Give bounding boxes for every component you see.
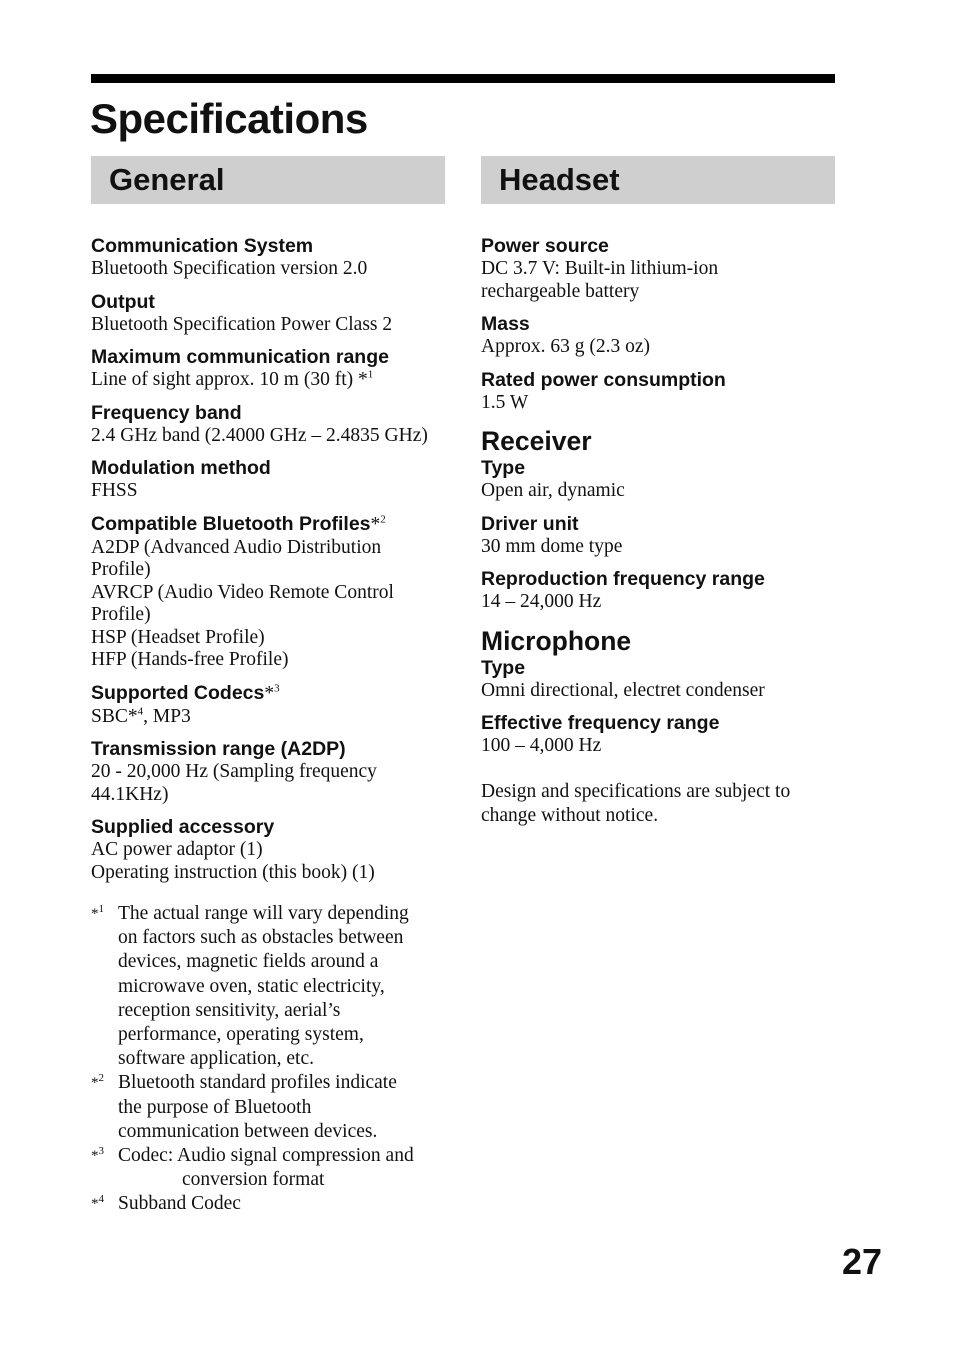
spec-value xyxy=(481,258,835,303)
spec-mass xyxy=(481,312,835,359)
spec-label: Supplied accessory xyxy=(91,816,275,838)
spec-value xyxy=(91,761,445,806)
spec-value-line: rechargeable battery xyxy=(481,280,640,302)
footnote-number: 3 xyxy=(98,1145,104,1158)
spec-value-line: 2.4 GHz band (2.4000 GHz – 2.4835 GHz) xyxy=(91,424,428,446)
spec-value-line: Profile) xyxy=(91,604,151,625)
microphone-heading: Microphone xyxy=(481,625,632,656)
title-rule xyxy=(91,74,835,83)
footnote-mark: * xyxy=(370,513,381,535)
footnote-line: reception sensitivity, aerial’s xyxy=(118,999,341,1021)
spec-value-text: , MP3 xyxy=(143,705,191,727)
spec-label: Reproduction frequency range xyxy=(481,568,765,590)
headset-column xyxy=(481,156,835,829)
footnote-asterisk: * xyxy=(91,906,99,922)
spec-value-line: Approx. 63 g (2.3 oz) xyxy=(481,336,650,357)
spec-label xyxy=(91,681,445,706)
footnote-asterisk: * xyxy=(91,1196,99,1213)
headset-heading: Headset xyxy=(481,156,835,204)
footnote-line: software application, etc. xyxy=(118,1048,314,1070)
footnote xyxy=(91,1071,445,1144)
spec-label: Driver unit xyxy=(481,512,579,535)
footnote-mark xyxy=(91,1144,118,1192)
spec-value xyxy=(91,369,445,392)
footnote-text xyxy=(118,1144,445,1192)
spec-value xyxy=(481,480,835,503)
spec-value-line: 44.1KHz) xyxy=(91,783,169,805)
spec-value xyxy=(481,392,835,415)
spec-value-line: 1.5 W xyxy=(481,391,529,413)
footnote-line: Subband Codec xyxy=(118,1193,241,1215)
spec-value-line: AVRCP (Audio Video Remote Control xyxy=(91,581,394,603)
spec-value xyxy=(91,537,445,672)
footnote-mark xyxy=(91,902,118,1071)
footnote-ref: 4 xyxy=(137,705,144,717)
spec-value xyxy=(481,536,835,559)
spec-value-line: Omni directional, electret condenser xyxy=(481,679,765,701)
footnotes xyxy=(91,902,445,1217)
footnote-asterisk: * xyxy=(91,1148,99,1165)
spec-label: Mass xyxy=(481,313,530,335)
spec-label-text: Supported Codecs xyxy=(91,681,265,704)
spec-value-text: Line of sight approx. 10 m (30 ft) * xyxy=(91,369,368,390)
spec-supported-codecs xyxy=(91,681,445,729)
footnote xyxy=(91,902,445,1071)
footnote-line: on factors such as obstacles between xyxy=(118,927,404,949)
spec-label: Effective frequency range xyxy=(481,712,720,734)
spec-label: Power source xyxy=(481,235,609,257)
footnote-line: performance, operating system, xyxy=(118,1024,364,1046)
spec-value xyxy=(481,680,835,703)
page-number: 27 xyxy=(842,1241,883,1282)
footnote-text xyxy=(118,1071,445,1144)
spec-label: Communication System xyxy=(91,235,314,257)
spec-microphone-type xyxy=(481,656,835,703)
footnote-mark xyxy=(91,1071,118,1144)
spec-label xyxy=(91,512,445,537)
spec-value xyxy=(91,839,445,884)
footnote-line: Codec: Audio signal compression and xyxy=(118,1145,414,1167)
spec-modulation-method xyxy=(91,456,445,503)
spec-value-line: FHSS xyxy=(91,480,138,501)
spec-value-line: DC 3.7 V: Built-in lithium-ion xyxy=(481,258,719,279)
spec-value xyxy=(481,591,835,614)
spec-receiver-type xyxy=(481,456,835,503)
general-column xyxy=(91,156,445,1217)
spec-frequency-band xyxy=(91,401,445,448)
footnote-text xyxy=(118,1192,445,1216)
footnote-line: conversion format xyxy=(182,1169,325,1191)
footnote-ref: 3 xyxy=(274,682,280,694)
spec-value-line: Operating instruction (this book) (1) xyxy=(91,861,375,883)
footnote-ref: 2 xyxy=(380,513,386,525)
spec-value-line: A2DP (Advanced Audio Distribution xyxy=(91,536,382,558)
spec-value-line: HSP (Headset Profile) xyxy=(91,626,265,648)
spec-value-line: AC power adaptor (1) xyxy=(91,839,263,860)
spec-label: Rated power consumption xyxy=(481,368,726,391)
spec-communication-system xyxy=(91,234,445,281)
disclaimer-line: change without notice. xyxy=(481,805,659,826)
footnote-line: devices, magnetic fields around a xyxy=(118,951,379,973)
spec-compatible-profiles xyxy=(91,512,445,672)
footnote-text xyxy=(118,902,445,1071)
spec-label: Frequency band xyxy=(91,401,242,424)
spec-value xyxy=(481,735,835,758)
footnote-number: 4 xyxy=(98,1193,104,1206)
spec-value-line xyxy=(91,706,445,729)
disclaimer xyxy=(481,780,835,829)
spec-label: Type xyxy=(481,457,526,479)
spec-label: Output xyxy=(91,290,155,313)
disclaimer-line: Design and specifications are subject to xyxy=(481,780,791,802)
page-title: Specifications xyxy=(90,95,368,142)
footnote-number: 1 xyxy=(98,903,104,915)
spec-value xyxy=(91,314,445,337)
spec-value-line: Profile) xyxy=(91,559,151,580)
spec-supplied-accessory xyxy=(91,815,445,884)
receiver-heading: Receiver xyxy=(481,426,592,456)
footnote-mark: * xyxy=(264,682,275,704)
footnote-mark xyxy=(91,1192,118,1216)
spec-value xyxy=(91,706,445,729)
spec-value xyxy=(91,258,445,281)
footnote-line: the purpose of Bluetooth xyxy=(118,1096,312,1118)
footnote-line: Bluetooth standard profiles indicate xyxy=(118,1072,397,1094)
footnote-ref: 1 xyxy=(367,368,374,381)
footnote-number: 2 xyxy=(98,1072,104,1085)
spec-power-source xyxy=(481,234,835,303)
spec-value xyxy=(481,336,835,359)
spec-label: Type xyxy=(481,656,526,679)
footnote-line: microwave oven, static electricity, xyxy=(118,975,385,997)
spec-value-line: 14 – 24,000 Hz xyxy=(481,591,602,612)
footnote-line: communication between devices. xyxy=(118,1120,378,1142)
spec-reproduction-range xyxy=(481,567,835,614)
spec-driver-unit xyxy=(481,512,835,559)
spec-value-line: HFP (Hands-free Profile) xyxy=(91,649,289,670)
spec-value-text: SBC* xyxy=(91,705,138,727)
spec-value-line: 20 - 20,000 Hz (Sampling frequency xyxy=(91,761,377,782)
spec-rated-power xyxy=(481,368,835,415)
spec-value-line: 30 mm dome type xyxy=(481,535,623,557)
spec-label: Transmission range (A2DP) xyxy=(91,738,346,760)
spec-label-text: Compatible Bluetooth Profiles xyxy=(91,512,371,535)
spec-label: Modulation method xyxy=(91,457,271,479)
spec-value xyxy=(91,425,445,448)
general-heading: General xyxy=(91,156,445,204)
footnote xyxy=(91,1192,445,1216)
spec-maximum-range xyxy=(91,345,445,392)
footnote xyxy=(91,1144,445,1192)
footnote-line: The actual range will vary depending xyxy=(118,903,409,924)
footnote-asterisk: * xyxy=(91,1075,99,1092)
spec-output xyxy=(91,290,445,337)
spec-effective-range xyxy=(481,711,835,758)
spec-value-line: Bluetooth Specification version 2.0 xyxy=(91,258,368,279)
spec-transmission-range xyxy=(91,737,445,806)
spec-value-line: 100 – 4,000 Hz xyxy=(481,735,602,756)
spec-value xyxy=(91,480,445,503)
spec-label: Maximum communication range xyxy=(91,346,389,368)
spec-value-line: Open air, dynamic xyxy=(481,480,625,501)
spec-value-line xyxy=(91,369,445,392)
spec-value-line: Bluetooth Specification Power Class 2 xyxy=(91,313,393,335)
